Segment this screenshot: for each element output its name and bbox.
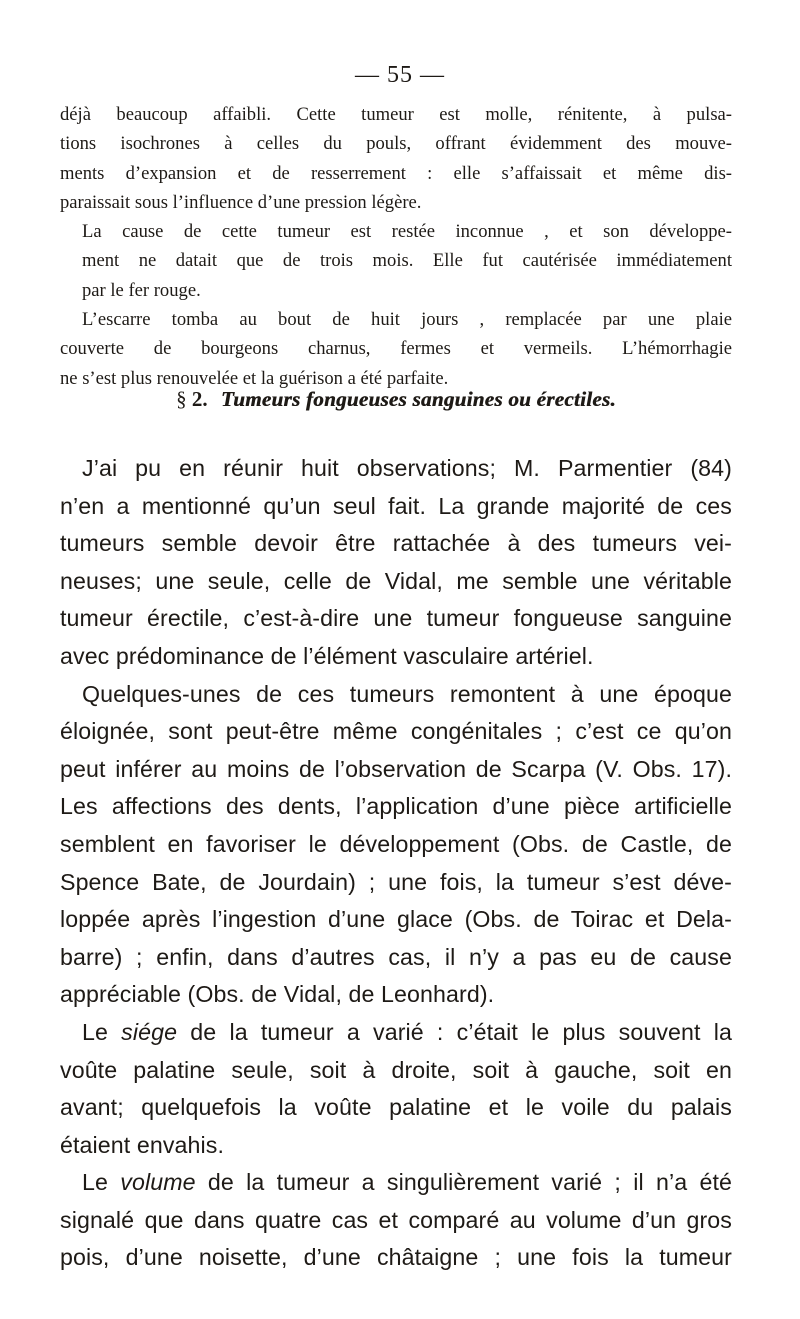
text-line: La cause de cette tumeur est restée inconnue , et son développe- <box>82 221 732 243</box>
paragraph-case-cause <box>60 217 732 305</box>
text-line: tumeurs semble devoir être rattachée à des tumeurs vei- <box>60 530 732 557</box>
text-line: avant; quelquefois la voûte palatine et le voile du palais <box>60 1094 732 1121</box>
section-number: 2. <box>191 387 208 411</box>
italic-term: siége <box>121 1018 178 1045</box>
page-number: — 55 — <box>355 62 445 88</box>
text-line: déjà beaucoup affaibli. Cette tumeur est molle, rénitente, à pulsa- <box>60 104 732 125</box>
text-line <box>60 1014 732 1052</box>
text-line: tumeur érectile, c’est-à-dire une tumeur fongueuse sanguine <box>60 605 732 632</box>
text-line: barre) ; enfin, dans d’autres cas, il n’y a pas eu de cause <box>60 943 732 970</box>
text-line: pois, d’une noisette, d’une châtaigne ; une fois la tumeur <box>60 1244 732 1271</box>
text-line: paraissait sous l’influence d’une pression légère. <box>60 191 422 213</box>
text-line: L’escarre tomba au bout de huit jours , remplacée par une plaie <box>82 309 732 331</box>
section-symbol: § <box>176 387 187 411</box>
text-line: par le fer rouge. <box>82 279 201 301</box>
paragraph-observations <box>60 450 732 676</box>
text-line: appréciable (Obs. de Vidal, de Leonhard). <box>60 981 495 1008</box>
section-body <box>60 450 732 1277</box>
italic-term: volume <box>120 1169 196 1196</box>
text-line: étaient envahis. <box>60 1131 225 1158</box>
paragraph-etiology <box>60 676 732 1014</box>
text-fragment: de la tumeur a singulièrement varié ; il n’a été <box>195 1169 732 1196</box>
text-line: ments d’expansion et de resserrement : elle s’affaissait et même dis- <box>60 162 732 184</box>
section-heading <box>60 384 732 414</box>
text-fragment: Le <box>82 1169 121 1196</box>
text-line: avec prédominance de l’élément vasculaire artériel. <box>60 642 594 669</box>
text-line <box>60 1164 732 1202</box>
text-fragment: de la tumeur a varié : c’était le plus souvent la <box>177 1018 732 1045</box>
text-line: Spence Bate, de Jourdain) ; une fois, la tumeur s’est déve- <box>60 868 732 895</box>
section-title: Tumeurs fongueuses sanguines ou érectiles. <box>220 387 616 411</box>
paragraph-volume <box>60 1164 732 1277</box>
text-line: J’ai pu en réunir huit observations; M. Parmentier (84) <box>82 455 732 481</box>
text-line: n’en a mentionné qu’un seul fait. La grande majorité de ces <box>60 492 732 519</box>
text-line: éloignée, sont peut-être même congénitales ; c’est ce qu’on <box>60 718 732 745</box>
text-line: tions isochrones à celles du pouls, offrant évidemment des mouve- <box>60 133 732 155</box>
text-line: neuses; une seule, celle de Vidal, me semble une véritable <box>60 567 732 594</box>
text-line: voûte palatine seule, soit à droite, soit à gauche, soit en <box>60 1056 732 1083</box>
text-line: loppée après l’ingestion d’une glace (Obs. de Toirac et Dela- <box>60 906 732 933</box>
text-line: Les affections des dents, l’application d’une pièce artificielle <box>60 793 732 820</box>
text-line: ment ne datait que de trois mois. Elle fut cautérisée immédiatement <box>82 250 732 272</box>
text-line: signalé que dans quatre cas et comparé au volume d’un gros <box>60 1206 732 1233</box>
paragraph-location <box>60 1014 732 1164</box>
paragraph-case-outcome <box>60 305 732 393</box>
text-line: peut inférer au moins de l’observation de Scarpa (V. Obs. 17). <box>60 755 732 782</box>
text-line: Quelques-unes de ces tumeurs remontent à une époque <box>82 680 732 707</box>
text-line: semblent en favoriser le développement (Obs. de Castle, de <box>60 830 732 857</box>
text-line: ne s’est plus renouvelée et la guérison a été parfaite. <box>60 367 449 389</box>
text-fragment: Le <box>82 1018 122 1045</box>
paragraph-case-description <box>60 100 732 217</box>
text-line: couverte de bourgeons charnus, fermes et vermeils. L’hémorrhagie <box>60 338 732 360</box>
case-report-text <box>60 100 732 393</box>
